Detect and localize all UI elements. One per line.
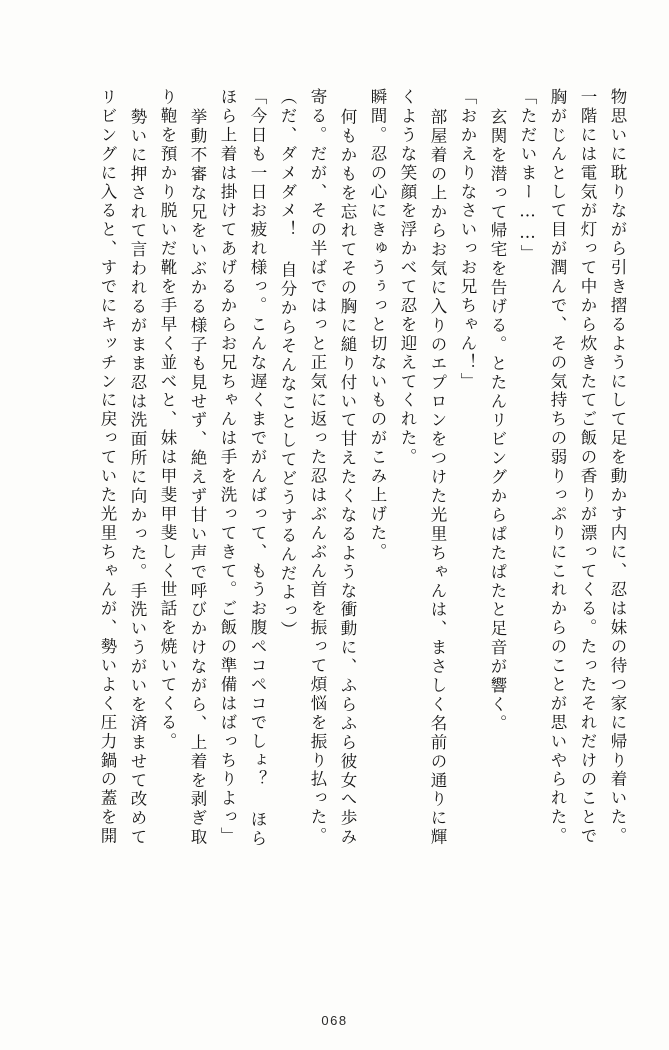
text-line: リビングに入ると、すでにキッチンに戻っていた光里ちゃんが、勢いよく圧力鍋の蓋を開 [98,88,117,846]
text-line: 「ただいまー……」 [518,88,537,264]
text-line: 挙動不審な兄をいぶかる様子も見せず、絶えず甘い声で呼びかけながら、上着を剥ぎ取 [188,108,207,848]
page-text-body [44,88,625,968]
text-line: ほら上着は掛けてあげるからお兄ちゃんは手を洗ってきて。ご飯の準備はばっちりよっ」 [218,88,237,846]
text-line: 一階には電気が灯って中から炊きたてご飯の香りが漂ってくる。たったそれだけのことで [578,88,597,846]
text-line: 「今日も一日お疲れ様っ。こんな遅くまでがんばって、もうお腹ペコペコでしょ？ ほら [248,88,267,849]
text-line: 寄る。だが、その半ばではっと正気に返った忍はぶんぶん首を振って煩悩を振り払った。 [308,88,327,846]
text-line: 部屋着の上からお気に入りのエプロンをつけた光里ちゃんは、まさしく名前の通りに輝 [428,108,447,848]
text-line: り鞄を預かり脱いだ靴を手早く並べと、妹は甲斐甲斐しく世話を焼いてくる。 [158,88,177,752]
text-line: 何もかもを忘れてその胸に縋り付いて甘えたくなるような衝動に、ふらふら彼女へ歩み [338,108,357,848]
text-line: （だ、ダメダメ！ 自分からそんなことしてどうするんだよっ） [278,88,297,641]
page-number: 068 [321,1013,348,1028]
text-line: 瞬間。忍の心にきゅうぅっと切ないものがこみ上げた。 [368,88,387,562]
text-line: 胸がじんとして目が潤んで、その気持ちの弱りっぷりにこれからのことが思いやられた。 [548,88,567,846]
text-line: くような笑顔を浮かべて忍を迎えてくれた。 [398,88,417,467]
text-line: 玄関を潜って帰宅を告げる。とたんリビングからぱたぱたと足音が響く。 [488,108,507,734]
text-line: 勢いに押されて言われるがまま忍は洗面所に向かった。手洗いうがいを済ませて改めて [128,108,147,848]
text-line: 「おかえりなさいっお兄ちゃん！」 [458,88,477,392]
text-line: 物思いに耽りながら引き摺るようにして足を動かす内に、忍は妹の待つ家に帰り着いた。 [608,88,627,846]
